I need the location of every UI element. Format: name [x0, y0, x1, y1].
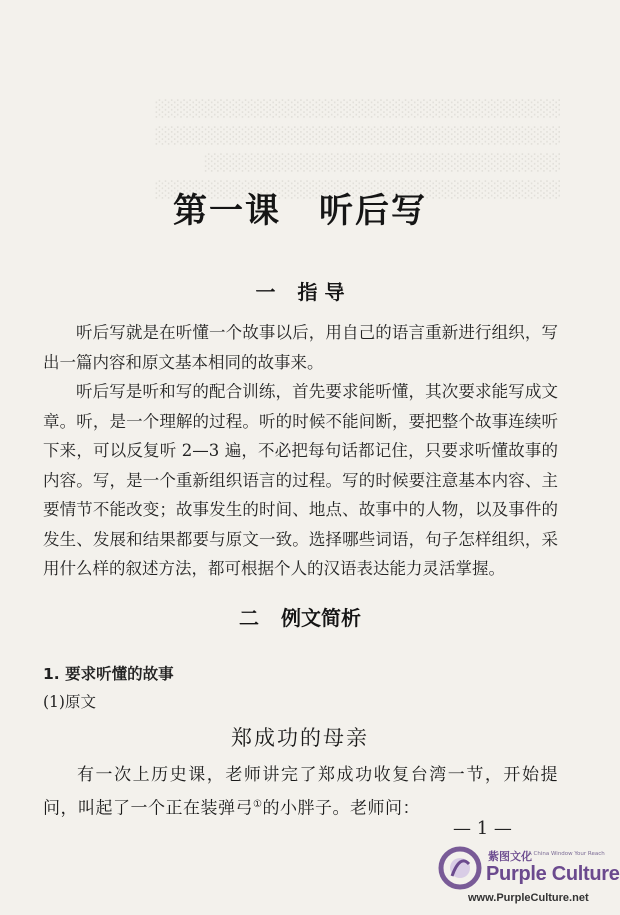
lesson-name: 听后写 [319, 191, 427, 231]
watermark-chinese-name: 紫图文化 [488, 850, 532, 863]
lesson-title [0, 183, 600, 232]
story-text [43, 760, 558, 824]
sub-label: (1)原文 [43, 693, 96, 711]
section-number: 二 [239, 606, 259, 630]
section-title: 指 导 [297, 280, 345, 304]
watermark-tagline: A China Window Your Reach [528, 851, 605, 857]
section-heading-guidance [0, 276, 600, 305]
watermark-url: www.PurpleCulture.net [468, 892, 589, 904]
purple-culture-logo-icon [438, 846, 482, 890]
subheading: 1. 要求听懂的故事 [43, 665, 174, 683]
bleed-through-text: ░░░░░░░░░░░░░░░░░░░░░░░░░░░░░░░░░ ░░░░░░░░░░░░░░░░░░░░░░░░░░░░░░░░░ ░░░░░░░░░░░░░░░░░░░░░░░░░░░░░ ░░░░░░░░░░░░░░░░░░░░░░░░░░░░░░░░░ [153, 99, 560, 199]
section-heading-examples [0, 602, 600, 631]
page-number: — 1 — [453, 818, 512, 839]
guidance-paragraph-1: 听后写就是在听懂一个故事以后，用自己的语言重新进行组织，写出一篇内容和原文基本相同的故事来。 [43, 323, 558, 372]
watermark-brand: Purple Culture [486, 863, 620, 885]
watermark [438, 842, 620, 910]
story-text-part-1: 有一次上历史课，老师讲完了郑成功收复台湾一节，开始提问，叫起了一个正在装弹弓 [43, 765, 558, 819]
section-number: 一 [255, 280, 276, 304]
footnote-mark: ① [253, 799, 263, 810]
story-title: 郑成功的母亲 [231, 726, 369, 750]
section-title: 例文简析 [281, 606, 361, 630]
guidance-paragraph-2: 听后写是听和写的配合训练，首先要求能听懂，其次要求能写成文章。听，是一个理解的过程。听的时候不能间断，要把整个故事连续听下来，可以反复听 2—3 遍，不必把每句话都记住，只要求听懂故事的内容。写，是一个重新组织语言的过程。写的时候要注意基本内容、主要情节不能改变；故事发生的时间、地点、故事中的人物，以及事件的发生、发展和结果都要与原文一致。选择哪些词语，句子怎样组织，采用什么样的叙述方法，都可根据个人的汉语表达能力灵活掌握。 [43, 382, 558, 578]
story-text-part-2: 的小胖子。老师问： [262, 798, 420, 819]
lesson-number: 第一课 [173, 191, 281, 231]
